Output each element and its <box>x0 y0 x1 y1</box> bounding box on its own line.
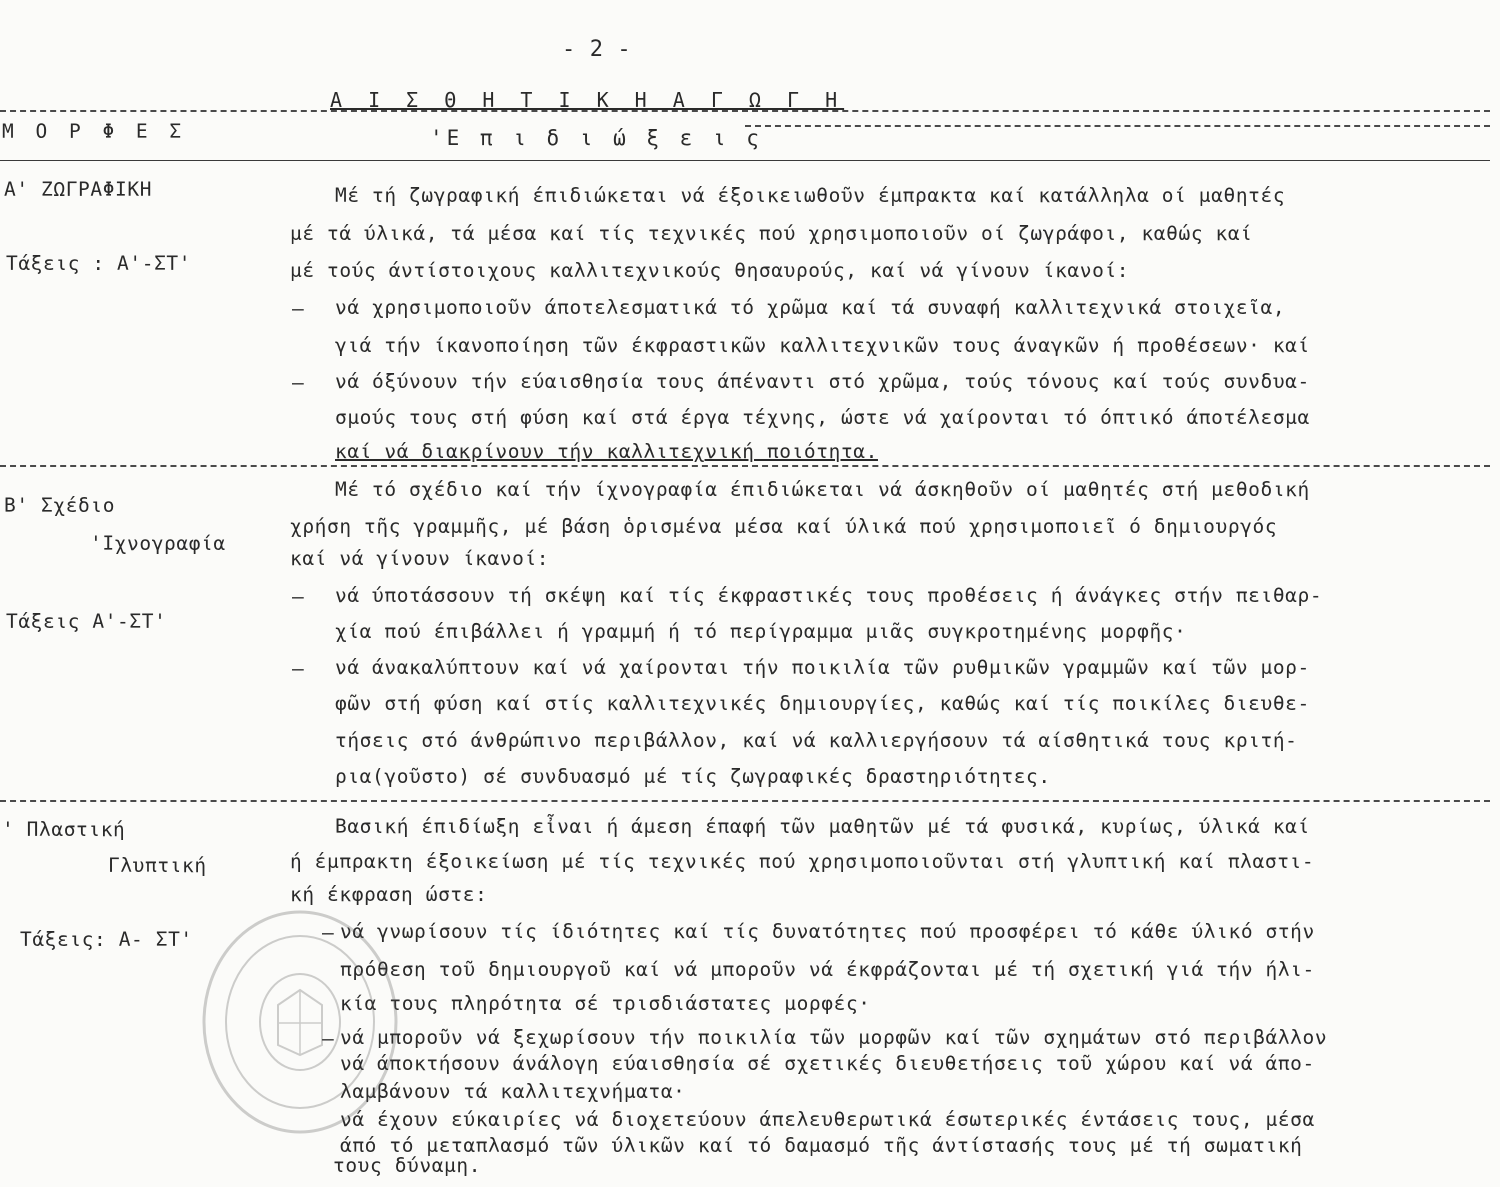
header-rule-1 <box>745 125 1490 127</box>
section-b-line-1: Μέ τό σχέδιο καί τήν ίχνογραφία έπιδιώκεται νά άσκηθοῦν οί μαθητές στή μεθοδική <box>335 478 1310 501</box>
section-b-rule <box>0 800 1490 802</box>
section-b-bullet-1: – <box>292 585 304 608</box>
section-c-bullet-1: – <box>322 921 334 944</box>
section-c-line-12: τους δύναμη. <box>333 1154 482 1177</box>
header-rule-2 <box>0 160 1490 161</box>
section-c-line-5: πρόθεση τοῦ δημιουργοῦ καί νά μποροῦν νά έκφράζονται μέ τή σχετική γιά τήν ήλι- <box>340 958 1315 981</box>
official-seal-stamp <box>198 905 403 1140</box>
section-b-line-5: χία πού έπιβάλλει ή γραμμή ή τό περίγραμμα μιᾶς συγκροτημένης μορφῆς· <box>335 620 1187 643</box>
column-header-goals: 'Ε π ι δ ι ώ ξ ε ι ς <box>430 126 763 150</box>
section-b-line-6: νά άνακαλύπτουν καί νά χαίρονται τήν ποικιλία τῶν ρυθμικῶν γραμμῶν καί τῶν μορ- <box>335 656 1310 679</box>
section-c-line-10: νά έχουν εύκαιρίες νά διοχετεύουν άπελευθερωτικά έσωτερικές έντάσεις τους, μέσα <box>340 1108 1315 1131</box>
section-b-grades: Τάξεις Α'-ΣΤ' <box>6 610 167 633</box>
section-c-line-3: κή έκφραση ώστε: <box>290 883 488 906</box>
section-a-bullet-1: – <box>292 297 304 320</box>
section-a-line-3: μέ τούς άντίστοιχους καλλιτεχνικούς θησαυρούς, καί νά γίνουν ίκανοί: <box>290 259 1130 282</box>
section-b-line-9: ρια(γοῦστο) σέ συνδυασμό μέ τίς ζωγραφικές δραστηριότητες. <box>335 765 1051 788</box>
section-a-line-5: γιά τήν ίκανοποίηση τῶν έκφραστικῶν καλλιτεχνικῶν τους άναγκῶν ή προθέσεων· καί <box>335 334 1310 357</box>
section-c-line-8: νά άποκτήσουν άνάλογη εύαισθησία σέ σχετικές διευθετήσεις τοῦ χώρου καί νά άπο- <box>340 1052 1315 1075</box>
section-b-title-2: 'Ιχνογραφία <box>90 532 226 555</box>
section-b-line-7: φῶν στή φύση καί στίς καλλιτεχνικές δημιουργίες, καθώς καί τίς ποικίλες διευθε- <box>335 692 1310 715</box>
section-a-line-4: νά χρησιμοποιοῦν άποτελεσματικά τό χρῶμα καί τά συναφή καλλιτεχνικά στοιχεῖα, <box>335 296 1286 319</box>
section-c-line-9: λαμβάνουν τά καλλιτεχνήματα· <box>340 1080 686 1103</box>
section-b-line-4: νά ύποτάσσουν τή σκέψη καί τίς έκφραστικές τους προθέσεις ή άνάγκες στήν πειθαρ- <box>335 584 1323 607</box>
page-number: - 2 - <box>562 37 632 62</box>
section-c-title-2: Γλυπτική <box>108 854 207 877</box>
section-c-line-1: Βασική έπιδίωξη εἶναι ή άμεση έπαφή τῶν μαθητῶν μέ τά φυσικά, κυρίως, ύλικά καί <box>335 815 1310 838</box>
column-header-forms: Μ Ο Ρ Φ Ε Σ <box>2 120 187 143</box>
section-a-line-7: σμούς τους στή φύση καί στά έργα τέχνης, ώστε νά χαίρονται τό όπτικό άποτέλεσμα <box>335 406 1310 429</box>
title-rule <box>0 110 1490 112</box>
section-a-bullet-2: – <box>292 371 304 394</box>
section-b-title: Β' Σχέδιο <box>4 494 116 517</box>
section-a-line-6: νά όξύνουν τήν εύαισθησία τους άπέναντι στό χρῶμα, τούς τόνους καί τούς συνδυα- <box>335 370 1310 393</box>
section-c-line-11: άπό τό μεταπλασμό τῶν ύλικῶν καί τό δαμασμό τῆς άντίστασής τους μέ τή σωματική <box>340 1134 1303 1157</box>
section-c-bullet-2: – <box>322 1027 334 1050</box>
section-a-title: Α' ΖΩΓΡΑΦΙΚΗ <box>4 178 153 201</box>
section-b-line-3: καί νά γίνουν ίκανοί: <box>290 547 550 570</box>
section-a-line-2: μέ τά ύλικά, τά μέσα καί τίς τεχνικές πού χρησιμοποιοῦν οί ζωγράφοι, καθώς καί <box>290 222 1253 245</box>
section-a-line-8: καί νά διακρίνουν τήν καλλιτεχνική ποιότητα. <box>335 440 878 463</box>
section-c-title: ' Πλαστική <box>2 818 126 841</box>
section-b-bullet-2: – <box>292 657 304 680</box>
section-a-rule <box>0 465 1490 467</box>
section-c-grades: Τάξεις: Α- ΣΤ' <box>20 928 193 951</box>
section-a-line-1: Μέ τή ζωγραφική έπιδιώκεται νά έξοικειωθοῦν έμπρακτα καί κατάλληλα οί μαθητές <box>335 184 1286 207</box>
section-c-line-6: κία τους πληρότητα σέ τρισδιάστατες μορφές· <box>340 992 871 1015</box>
section-c-line-2: ή έμπρακτη έξοικείωση μέ τίς τεχνικές πού χρησιμοποιοῦνται στή γλυπτική καί πλαστι- <box>290 850 1315 873</box>
section-c-line-7: νά μποροῦν νά ξεχωρίσουν τήν ποικιλία τῶν μορφῶν καί τῶν σχημάτων στό περιβάλλον <box>340 1026 1328 1049</box>
section-b-line-2: χρήση τῆς γραμμῆς, μέ βάση ὁρισμένα μέσα καί ύλικά πού χρησιμοποιεῖ ό δημιουργός <box>290 515 1278 538</box>
section-b-line-8: τήσεις στό άνθρώπινο περιβάλλον, καί νά καλλιεργήσουν τά αίσθητικά τους κριτή- <box>335 729 1298 752</box>
document-title: Α Ι Σ Θ Η Τ Ι Κ Η Α Γ Ω Γ Η <box>330 88 845 112</box>
section-a-grades: Τάξεις : Α'-ΣΤ' <box>6 252 192 275</box>
section-c-line-4: νά γνωρίσουν τίς ίδιότητες καί τίς δυνατότητες πού προσφέρει τό κάθε ύλικό στήν <box>340 920 1315 943</box>
